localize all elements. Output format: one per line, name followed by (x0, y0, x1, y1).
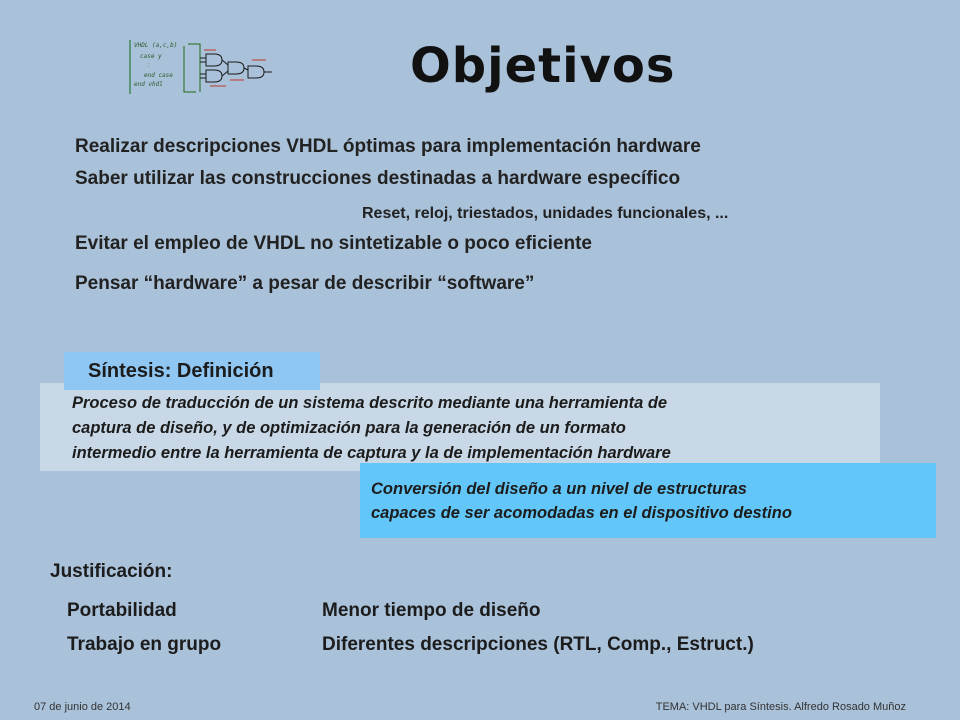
objective-item: Realizar descripciones VHDL óptimas para implementación hardware (75, 136, 701, 157)
definition-box (40, 383, 880, 471)
logo-code-line: VHDL (a,c,b) (134, 42, 178, 49)
objective-item: Pensar “hardware” a pesar de describir “software” (75, 273, 535, 294)
conversion-note-line: Conversión del diseño a un nivel de estructuras (371, 480, 747, 498)
logo-code-line: end case (144, 72, 173, 79)
footer-topic: TEMA: VHDL para Síntesis. Alfredo Rosado Muñoz (655, 701, 906, 713)
logo-code-line: case y (140, 53, 162, 60)
objective-subitem: Reset, reloj, triestados, unidades funcionales, ... (362, 205, 729, 222)
definition-line: captura de diseño, y de optimización para la generación de un formato (72, 419, 626, 437)
vhdl-gates-logo (126, 36, 272, 98)
definition-heading: Síntesis: Definición (64, 352, 320, 390)
logo-code-line: end vhdl (134, 81, 163, 88)
definition-line: intermedio entre la herramienta de captura y la de implementación hardware (72, 444, 671, 462)
justification-item: Trabajo en grupo (67, 634, 222, 655)
svg-text::: : (148, 63, 150, 69)
slide-title: Objetivos (410, 38, 676, 94)
justification-item: Diferentes descripciones (RTL, Comp., Estruct.) (322, 634, 754, 655)
footer-date: 07 de junio de 2014 (34, 701, 131, 713)
objective-item: Evitar el empleo de VHDL no sintetizable o poco eficiente (75, 233, 592, 254)
justification-item: Portabilidad (67, 600, 177, 621)
justification-item: Menor tiempo de diseño (322, 600, 541, 621)
conversion-note-line: capaces de ser acomodadas en el dispositivo destino (371, 504, 792, 522)
definition-line: Proceso de traducción de un sistema descrito mediante una herramienta de (72, 394, 668, 412)
justification-heading: Justificación: (50, 561, 173, 582)
conversion-note-box (360, 463, 936, 538)
objective-item: Saber utilizar las construcciones destinadas a hardware específico (75, 168, 681, 189)
